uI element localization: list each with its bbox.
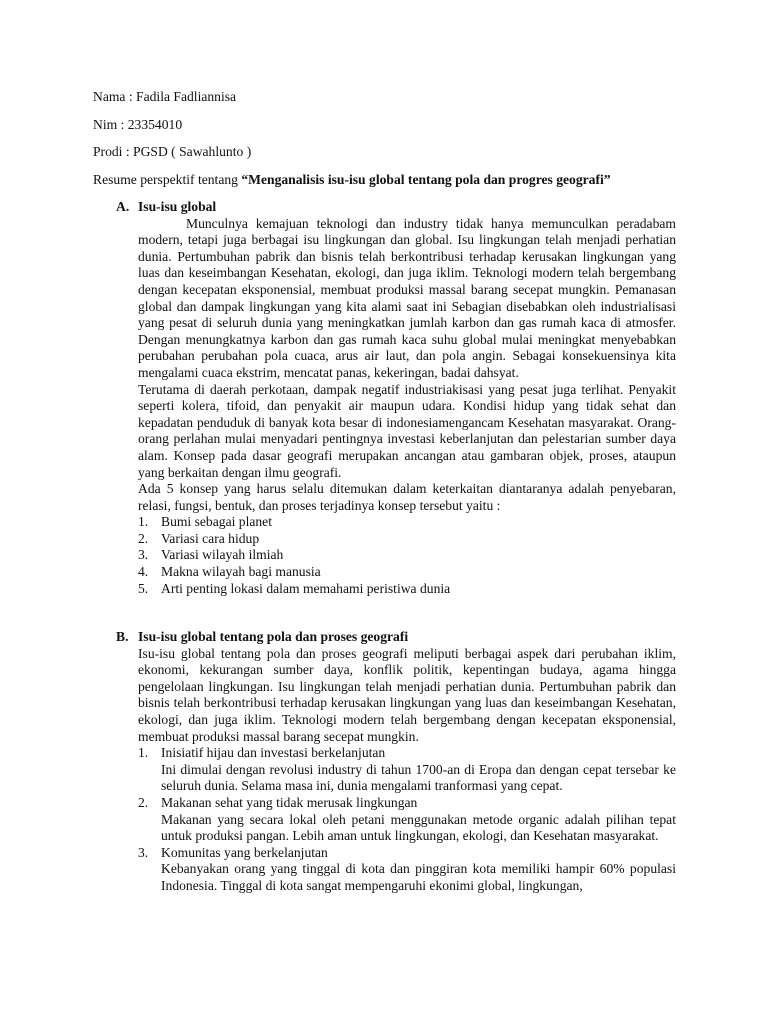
list-item-text: Variasi cara hidup (161, 530, 260, 546)
section-a-paragraph-1: Munculnya kemajuan teknologi dan industry tidak hanya memunculkan peradabam modern, tetapi juga berbagai isu lingkungan dan global. Isu lingkungan telah menjadi perhatian dunia. Pertumbuhan pabrik dan bisnis telah berkontribusi terhadap kerusakan lingkungan yang luas dan keseimbangan Kesehatan, ekologi, dan juga iklim. Teknologi modern telah bergembang dengan kecepatan eksponensial, membuat produksi massal barang secepat mungkin. Pemanasan global dan dampak lingkungan yang kita alami saat ini Sebagian disebabkan oleh industrialisasi yang pesat di seluruh dunia yang meningkatkan jumlah karbon dan gas rumah kaca di atmosfer. Dengan menungkatnya karbon dan gas rumah kaca suhu global mulai meningkat menyebabkan perubahan perubahan pola cuaca, arus air laut, dan pola angin. Sebagai konsekuensinya kita mengalami cuaca ekstrim, mencatat panas, kekeringan, badai dahsyat. (138, 215, 676, 380)
list-item-text: Makanan yang secara lokal oleh petani menggunakan metode organic adalah pilihan tepat untuk produksi pangan. Lebih aman untuk lingkungan, ekologi, dan Kesehatan masyarakat. (161, 811, 676, 844)
list-number: 1. (138, 514, 149, 530)
list-item (138, 581, 676, 598)
section-a-paragraph-3: Ada 5 konsep yang harus selalu ditemukan dalam keterkaitan diantaranya adalah penyebaran, relasi, fungsi, bentuk, dan proses terjadinya konsep tersebut yaitu : (138, 481, 676, 513)
list-item-title: Komunitas yang berkelanjutan (161, 844, 328, 860)
list-number: 4. (138, 564, 149, 580)
section-b-paragraph-1: Isu-isu global tentang pola dan proses geografi meliputi berbagai aspek dari perubahan iklim, ekonomi, kekurangan sumber daya, konflik politik, kepentingan budaya, agama hingga pengelolaan lingkungan. Isu lingkungan telah menjadi perhatian dunia. Pertumbuhan pabrik dan bisnis telah berkontribusi terhadap kerusakan lingkungan yang luas dan keseimbangan Kesehatan, ekologi, dan juga iklim. Teknologi modern telah bergembang dengan kecepatan eksponensial, membuat produksi massal barang secepat mungkin. (138, 645, 676, 744)
list-number: 5. (138, 580, 149, 596)
list-number: 1. (138, 745, 149, 761)
section-a-heading (116, 199, 676, 216)
list-item (138, 845, 676, 895)
list-item (138, 795, 676, 845)
list-item (138, 547, 676, 564)
list-item-title: Inisiatif hijau dan investasi berkelanjutan (161, 745, 386, 761)
section-a-letter: A. (116, 199, 130, 214)
section-b-letter: B. (116, 629, 129, 644)
section-b-body (138, 646, 676, 895)
list-item-text: Kebanyakan orang yang tinggal di kota dan pinggiran kota memiliki hampir 60% populasi Indonesia. Tinggal di kota sangat mempengaruhi ekonimi global, lingkungan, (161, 861, 676, 893)
list-number: 2. (138, 794, 149, 810)
student-prodi: Prodi : PGSD ( Sawahlunto ) (93, 144, 252, 159)
list-item-text: Makna wilayah bagi manusia (161, 564, 321, 580)
list-item-text: Variasi wilayah ilmiah (161, 547, 284, 563)
student-name: Nama : Fadila Fadliannisa (93, 89, 237, 104)
section-b-title: Isu-isu global tentang pola dan proses geografi (138, 629, 409, 644)
list-item (138, 745, 676, 795)
section-b (116, 629, 676, 895)
list-item-text: Bumi sebagai planet (161, 514, 272, 530)
list-item (138, 564, 676, 581)
section-a-list (138, 514, 676, 597)
section-a (116, 199, 676, 597)
resume-title: “Menganalisis isu-isu global tentang pola dan progres geografi” (241, 172, 611, 187)
section-b-list (138, 745, 676, 894)
list-item (138, 531, 676, 548)
resume-prefix: Resume perspektif tentang (93, 172, 242, 187)
section-b-heading (116, 629, 676, 646)
list-item-text: Ini dimulai dengan revolusi industry di tahun 1700-an di Eropa dan dengan cepat tersebar ke seluruh dunia. Selama masa ini, dunia mengalami tranformasi yang cepat. (161, 761, 676, 794)
resume-heading (93, 172, 611, 189)
section-a-body (138, 216, 676, 598)
list-item (138, 514, 676, 531)
student-nim: Nim : 23354010 (93, 117, 183, 132)
list-item-text: Arti penting lokasi dalam memahami peristiwa dunia (161, 580, 451, 596)
section-a-paragraph-2: Terutama di daerah perkotaan, dampak negatif industriakisasi yang pesat juga terlihat. Penyakit seperti kolera, tifoid, dan penyakit air maupun udara. Kondisi hidup yang tidak sehat dan kepadatan penduduk di banyak kota besar di indonesiamengancam Kesehatan masyarakat. Orang-orang perlahan mulai menyadari pentingnya investasi keberlanjutan dan pelestarian sumber daya alam. Konsep pada dasar geografi merupakan ancangan atau gambaran objek, proses, ataupun yang berkaitan dengan ilmu geografi. (138, 381, 676, 480)
list-number: 3. (138, 547, 149, 563)
section-a-title: Isu-isu global (138, 199, 217, 214)
list-number: 3. (138, 844, 149, 860)
list-item-title: Makanan sehat yang tidak merusak lingkungan (161, 794, 418, 810)
list-number: 2. (138, 530, 149, 546)
